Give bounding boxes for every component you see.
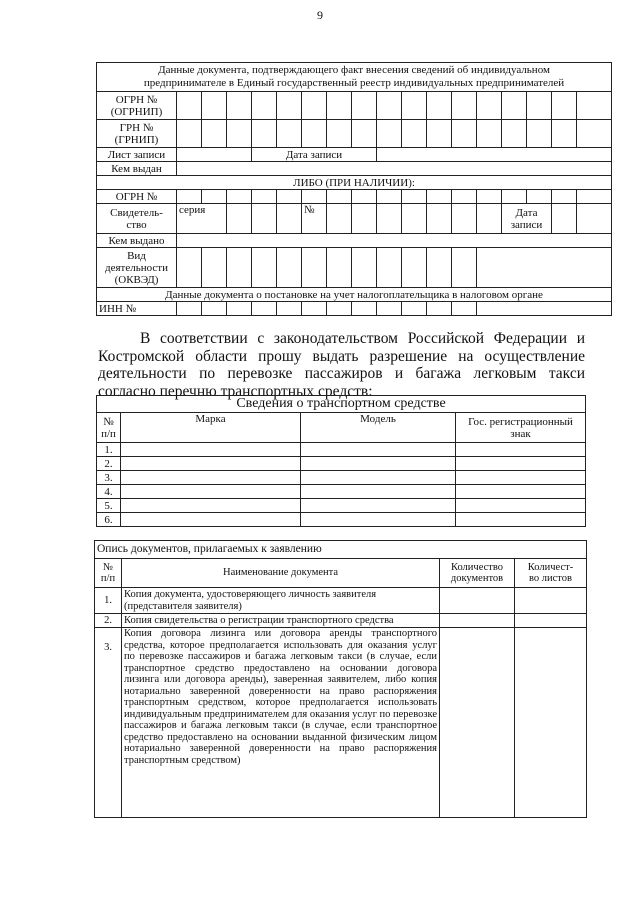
row-number: 6. <box>97 513 121 527</box>
ogrnip-cell[interactable] <box>177 92 202 120</box>
certificate-date-label <box>502 204 552 234</box>
record-date-label: Дата записи <box>252 148 377 162</box>
series-cell[interactable] <box>227 204 252 234</box>
grnip-cell[interactable] <box>252 120 277 148</box>
issued-by2-label: Кем выдано <box>97 234 177 248</box>
ogrn-cell[interactable] <box>427 190 452 204</box>
ogrn-label: ОГРН № <box>97 190 177 204</box>
model-input[interactable] <box>301 485 456 499</box>
vehicle-col-brand: Марка <box>121 413 301 443</box>
vehicle-col-plate-line1: Гос. регистрационный <box>468 415 573 428</box>
series-label: серия <box>177 204 227 234</box>
brand-input[interactable] <box>121 485 301 499</box>
documents-col-num <box>95 559 122 588</box>
record-date-input[interactable] <box>377 148 612 162</box>
activity-label-line3: (ОКВЭД) <box>114 273 159 286</box>
documents-col-qty-line2: документов <box>450 573 504 584</box>
document-name: Копия документа, удостоверяющего личность заявителя (представителя заявителя) <box>122 588 440 614</box>
documents-col-sheets-line2: во листов <box>529 573 572 584</box>
certificate-date-input[interactable] <box>577 204 612 234</box>
okved-cell[interactable] <box>452 248 477 288</box>
table-row <box>95 588 587 614</box>
ogrn-cell[interactable] <box>352 190 377 204</box>
ogrnip-cell[interactable] <box>327 92 352 120</box>
certificate-label <box>97 204 177 234</box>
request-text: В соответствии с законодательством Российской Федерации и Костромской области прошу выдать разрешение на осуществление деятельности по перевозке пассажиров и багажа легковым такси согласно перечню транспортных средств: <box>98 330 585 400</box>
okved-cell[interactable] <box>227 248 252 288</box>
okved-cell[interactable] <box>327 248 352 288</box>
cert-number-cell[interactable] <box>477 204 502 234</box>
number-sign: № <box>302 204 327 234</box>
inn-cell[interactable] <box>227 302 252 316</box>
model-input[interactable] <box>301 443 456 457</box>
ogrn-cell[interactable] <box>552 190 577 204</box>
vehicle-col-plate-line2: знак <box>510 427 531 440</box>
inn-row <box>97 302 612 316</box>
issued-by-row <box>97 162 612 176</box>
activity-label-line1: Вид <box>127 249 146 262</box>
issued-by2-row <box>97 234 612 248</box>
documents-col-name: Наименование документа <box>122 559 440 588</box>
sheet-label: Лист записи <box>97 148 177 162</box>
ogrnip-cell[interactable] <box>527 92 552 120</box>
brand-input[interactable] <box>121 471 301 485</box>
ogrn-cell[interactable] <box>402 190 427 204</box>
ogrn-cell[interactable] <box>252 190 277 204</box>
vehicle-col-num <box>97 413 121 443</box>
plate-input[interactable] <box>456 443 586 457</box>
tax-title: Данные документа о постановке на учет налогоплательщика в налоговом органе <box>97 288 612 302</box>
grnip-cell[interactable] <box>177 120 202 148</box>
issued-by-label: Кем выдан <box>97 162 177 176</box>
grnip-row <box>97 120 612 148</box>
registry-title-line1: Данные документа, подтверждающего факт внесения сведений об индивидуальном <box>158 64 550 76</box>
registry-title <box>97 63 612 92</box>
series-cell[interactable] <box>252 204 277 234</box>
grnip-cell[interactable] <box>577 120 612 148</box>
ogrn-cell[interactable] <box>527 190 552 204</box>
table-row <box>97 485 586 499</box>
ogrn-cell[interactable] <box>377 190 402 204</box>
table-row <box>97 471 586 485</box>
model-input[interactable] <box>301 499 456 513</box>
ogrn-cell[interactable] <box>452 190 477 204</box>
inn-cell[interactable] <box>377 302 402 316</box>
table-row <box>97 499 586 513</box>
cert-number-cell[interactable] <box>377 204 402 234</box>
issued-by-input[interactable] <box>177 162 612 176</box>
grnip-cell[interactable] <box>402 120 427 148</box>
grnip-cell[interactable] <box>327 120 352 148</box>
ogrnip-cell[interactable] <box>352 92 377 120</box>
certificate-date-line2: записи <box>510 218 543 231</box>
grnip-cell[interactable] <box>302 120 327 148</box>
table-row <box>95 628 587 818</box>
vehicle-col-num-line1: № <box>103 415 114 428</box>
sheet-row <box>97 148 612 162</box>
grnip-cell[interactable] <box>227 120 252 148</box>
grnip-label <box>97 120 177 148</box>
brand-input[interactable] <box>121 513 301 527</box>
inn-cell[interactable] <box>427 302 452 316</box>
model-input[interactable] <box>301 513 456 527</box>
row-number: 1. <box>95 588 122 614</box>
okved-cell[interactable] <box>177 248 202 288</box>
request-paragraph <box>98 330 585 400</box>
vehicle-table-title: Сведения о транспортном средстве <box>97 396 586 413</box>
ogrn-cell[interactable] <box>227 190 252 204</box>
ogrn-cell[interactable] <box>577 190 612 204</box>
documents-col-qty-line1: Количество <box>450 561 504 573</box>
ogrn-cell[interactable] <box>477 190 502 204</box>
ogrnip-cell[interactable] <box>252 92 277 120</box>
vehicle-table <box>96 395 586 527</box>
ogrn-cell[interactable] <box>277 190 302 204</box>
doc-quantity-input[interactable] <box>440 628 515 818</box>
activity-label <box>97 248 177 288</box>
ogrn-cell[interactable] <box>202 190 227 204</box>
doc-quantity-input[interactable] <box>440 588 515 614</box>
row-number: 3. <box>95 628 122 818</box>
grnip-cell[interactable] <box>552 120 577 148</box>
certificate-date-line1: Дата <box>515 206 538 219</box>
okved-cell[interactable] <box>252 248 277 288</box>
okved-cell[interactable] <box>427 248 452 288</box>
inn-cell[interactable] <box>302 302 327 316</box>
okved-cell[interactable] <box>277 248 302 288</box>
certificate-row <box>97 204 612 234</box>
sheet-input[interactable] <box>177 148 252 162</box>
inn-cell[interactable] <box>402 302 427 316</box>
okved-extra-cell[interactable] <box>477 248 612 288</box>
documents-col-qty <box>440 559 515 588</box>
ogrnip-cell[interactable] <box>577 92 612 120</box>
certificate-label-line1: Свидетель- <box>110 206 163 219</box>
page-number: 9 <box>317 8 323 22</box>
ogrnip-cell[interactable] <box>477 92 502 120</box>
inn-cell[interactable] <box>177 302 202 316</box>
row-number: 3. <box>97 471 121 485</box>
doc-sheets-input[interactable] <box>515 614 587 628</box>
okved-cell[interactable] <box>352 248 377 288</box>
inn-extra-cell[interactable] <box>477 302 612 316</box>
certificate-label-line2: ство <box>126 218 147 231</box>
grnip-cell[interactable] <box>202 120 227 148</box>
row-number: 2. <box>95 614 122 628</box>
okved-cell[interactable] <box>377 248 402 288</box>
ogrn-cell[interactable] <box>302 190 327 204</box>
grnip-cell[interactable] <box>527 120 552 148</box>
grnip-cell[interactable] <box>277 120 302 148</box>
inn-cell[interactable] <box>277 302 302 316</box>
grnip-cell[interactable] <box>502 120 527 148</box>
ogrnip-cell[interactable] <box>202 92 227 120</box>
grnip-label-line2: (ГРНИП) <box>114 133 159 146</box>
table-row <box>97 457 586 471</box>
ogrnip-row <box>97 92 612 120</box>
ogrn-cell[interactable] <box>177 190 202 204</box>
grnip-cell[interactable] <box>427 120 452 148</box>
documents-col-sheets-line1: Количест- <box>527 561 574 573</box>
doc-sheets-input[interactable] <box>515 588 587 614</box>
grnip-cell[interactable] <box>377 120 402 148</box>
ogrnip-cell[interactable] <box>502 92 527 120</box>
ogrnip-cell[interactable] <box>402 92 427 120</box>
row-number: 5. <box>97 499 121 513</box>
inn-label: ИНН № <box>97 302 177 316</box>
plate-input[interactable] <box>456 485 586 499</box>
registry-table <box>96 62 612 316</box>
table-row <box>97 443 586 457</box>
plate-input[interactable] <box>456 471 586 485</box>
inn-cell[interactable] <box>327 302 352 316</box>
doc-quantity-input[interactable] <box>440 614 515 628</box>
inn-cell[interactable] <box>252 302 277 316</box>
ogrnip-cell[interactable] <box>427 92 452 120</box>
registry-title-line2: предпринимателе в Единый государственный реестр индивидуальных предпринимателей <box>143 77 565 89</box>
documents-col-num-line1: № <box>102 561 114 573</box>
document-name: Копия договора лизинга или договора аренды транспортного средства, которое предполагается использовать для оказания услуг по перевозке пассажиров и багажа легковым такси (в случае, если транспортное средство предоставлено на основании договора лизинга или договора аренды), заверенная заявителем, либо копия нотариально заверенной доверенности на право распоряжения транспортным средством, которое предполагается использовать индивидуальным предпринимателем для оказания услуг по перевозке пассажиров и багажа легковым такси (в случае, если транспортное средство предоставлено на основании выданной физическим лицом нотариально заверенной доверенности на право распоряжения транспортным средством) <box>122 628 440 818</box>
activity-row <box>97 248 612 288</box>
documents-table <box>94 540 587 818</box>
cert-number-cell[interactable] <box>327 204 352 234</box>
model-input[interactable] <box>301 457 456 471</box>
ogrn-cell[interactable] <box>327 190 352 204</box>
row-number: 4. <box>97 485 121 499</box>
ogrn-row <box>97 190 612 204</box>
brand-input[interactable] <box>121 443 301 457</box>
table-row <box>95 614 587 628</box>
vehicle-col-plate <box>456 413 586 443</box>
cert-number-cell[interactable] <box>352 204 377 234</box>
table-row <box>97 513 586 527</box>
inn-cell[interactable] <box>452 302 477 316</box>
model-input[interactable] <box>301 471 456 485</box>
cert-number-cell[interactable] <box>452 204 477 234</box>
plate-input[interactable] <box>456 513 586 527</box>
ogrnip-label <box>97 92 177 120</box>
brand-input[interactable] <box>121 457 301 471</box>
cert-number-cell[interactable] <box>427 204 452 234</box>
certificate-date-input[interactable] <box>552 204 577 234</box>
okved-cell[interactable] <box>302 248 327 288</box>
vehicle-col-model: Модель <box>301 413 456 443</box>
or-heading: ЛИБО (ПРИ НАЛИЧИИ): <box>97 176 612 190</box>
documents-col-num-line2: п/п <box>100 573 116 584</box>
plate-input[interactable] <box>456 457 586 471</box>
doc-sheets-input[interactable] <box>515 628 587 818</box>
plate-input[interactable] <box>456 499 586 513</box>
okved-cell[interactable] <box>402 248 427 288</box>
inn-cell[interactable] <box>352 302 377 316</box>
row-number: 2. <box>97 457 121 471</box>
documents-table-title: Опись документов, прилагаемых к заявлению <box>95 541 587 559</box>
brand-input[interactable] <box>121 499 301 513</box>
cert-number-cell[interactable] <box>402 204 427 234</box>
grnip-cell[interactable] <box>477 120 502 148</box>
ogrnip-cell[interactable] <box>452 92 477 120</box>
activity-label-line2: деятельности <box>105 261 168 274</box>
grnip-label-line1: ГРН № <box>119 121 154 134</box>
issued-by2-input[interactable] <box>177 234 612 248</box>
ogrnip-cell[interactable] <box>227 92 252 120</box>
grnip-cell[interactable] <box>452 120 477 148</box>
ogrnip-cell[interactable] <box>302 92 327 120</box>
ogrnip-cell[interactable] <box>277 92 302 120</box>
document-name: Копия свидетельства о регистрации транспортного средства <box>122 614 440 628</box>
ogrnip-cell[interactable] <box>377 92 402 120</box>
ogrnip-label-line1: ОГРН № <box>115 93 158 106</box>
series-cell[interactable] <box>277 204 302 234</box>
ogrn-cell[interactable] <box>502 190 527 204</box>
row-number: 1. <box>97 443 121 457</box>
documents-col-sheets <box>515 559 587 588</box>
ogrnip-cell[interactable] <box>552 92 577 120</box>
ogrnip-label-line2: (ОГРНИП) <box>110 105 163 118</box>
inn-cell[interactable] <box>202 302 227 316</box>
grnip-cell[interactable] <box>352 120 377 148</box>
okved-cell[interactable] <box>202 248 227 288</box>
vehicle-col-num-line2: п/п <box>101 427 116 440</box>
